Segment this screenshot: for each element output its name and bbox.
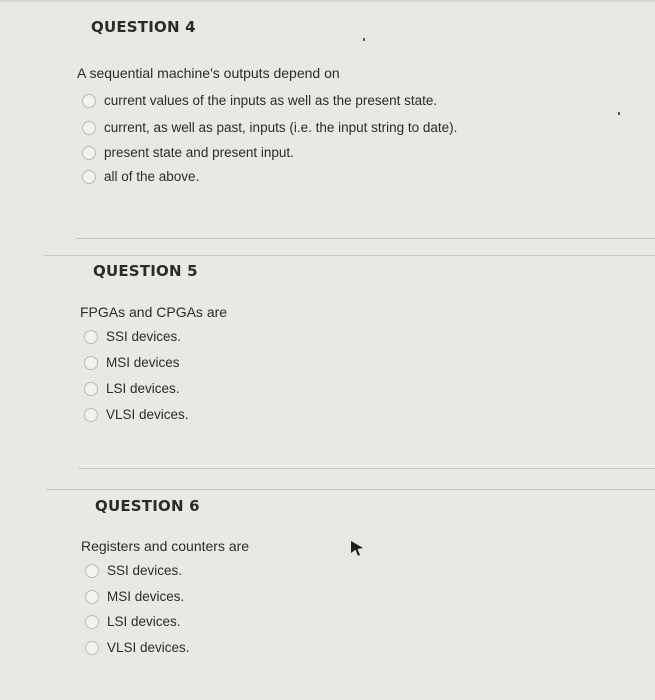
- question-5-option-4[interactable]: [84, 407, 189, 422]
- section-divider: [78, 468, 655, 469]
- option-label: present state and present input.: [104, 145, 294, 160]
- option-label: LSI devices.: [107, 614, 181, 629]
- question-5-option-2[interactable]: [84, 355, 180, 370]
- radio-button[interactable]: [84, 356, 98, 370]
- radio-button[interactable]: [82, 121, 96, 135]
- option-label: VLSI devices.: [107, 640, 190, 655]
- stray-mark: [363, 38, 365, 41]
- radio-button[interactable]: [82, 94, 96, 108]
- radio-button[interactable]: [84, 382, 98, 396]
- radio-button[interactable]: [84, 408, 98, 422]
- question-5-title: QUESTION 5: [93, 262, 198, 280]
- question-5-prompt: FPGAs and CPGAs are: [80, 304, 228, 320]
- question-5-option-3[interactable]: [84, 381, 180, 396]
- question-4-option-2[interactable]: [82, 120, 457, 135]
- radio-button[interactable]: [85, 590, 99, 604]
- question-4-option-3[interactable]: [82, 145, 294, 160]
- question-6-option-1[interactable]: [85, 563, 182, 578]
- mouse-cursor-icon: [350, 540, 364, 556]
- option-label: VLSI devices.: [106, 407, 189, 422]
- question-6-prompt: Registers and counters are: [81, 538, 250, 554]
- radio-button[interactable]: [85, 615, 99, 629]
- option-label: MSI devices.: [107, 589, 185, 604]
- option-label: current, as well as past, inputs (i.e. the input string to date).: [104, 120, 458, 135]
- question-6-option-4[interactable]: [85, 640, 190, 655]
- option-label: all of the above.: [104, 169, 200, 184]
- question-6-title: QUESTION 6: [95, 497, 200, 515]
- radio-button[interactable]: [85, 641, 99, 655]
- question-4-option-4[interactable]: [82, 169, 199, 184]
- option-label: SSI devices.: [107, 563, 183, 578]
- question-6-option-2[interactable]: [85, 589, 184, 604]
- radio-button[interactable]: [82, 146, 96, 160]
- question-6-option-3[interactable]: [85, 614, 181, 629]
- top-divider: [0, 0, 655, 2]
- radio-button[interactable]: [84, 330, 98, 344]
- option-label: SSI devices.: [106, 329, 182, 344]
- section-divider: [44, 255, 655, 256]
- stray-mark: [618, 112, 620, 115]
- option-label: current values of the inputs as well as the present state.: [104, 93, 438, 108]
- radio-button[interactable]: [85, 564, 99, 578]
- question-4-option-1[interactable]: [82, 93, 437, 108]
- section-divider: [76, 238, 655, 239]
- question-4-title: QUESTION 4: [91, 18, 196, 36]
- option-label: MSI devices: [106, 355, 180, 370]
- question-4-prompt: A sequential machine's outputs depend on: [77, 65, 340, 81]
- section-divider: [46, 489, 655, 490]
- option-label: LSI devices.: [106, 381, 180, 396]
- question-5-option-1[interactable]: [84, 329, 181, 344]
- radio-button[interactable]: [82, 170, 96, 184]
